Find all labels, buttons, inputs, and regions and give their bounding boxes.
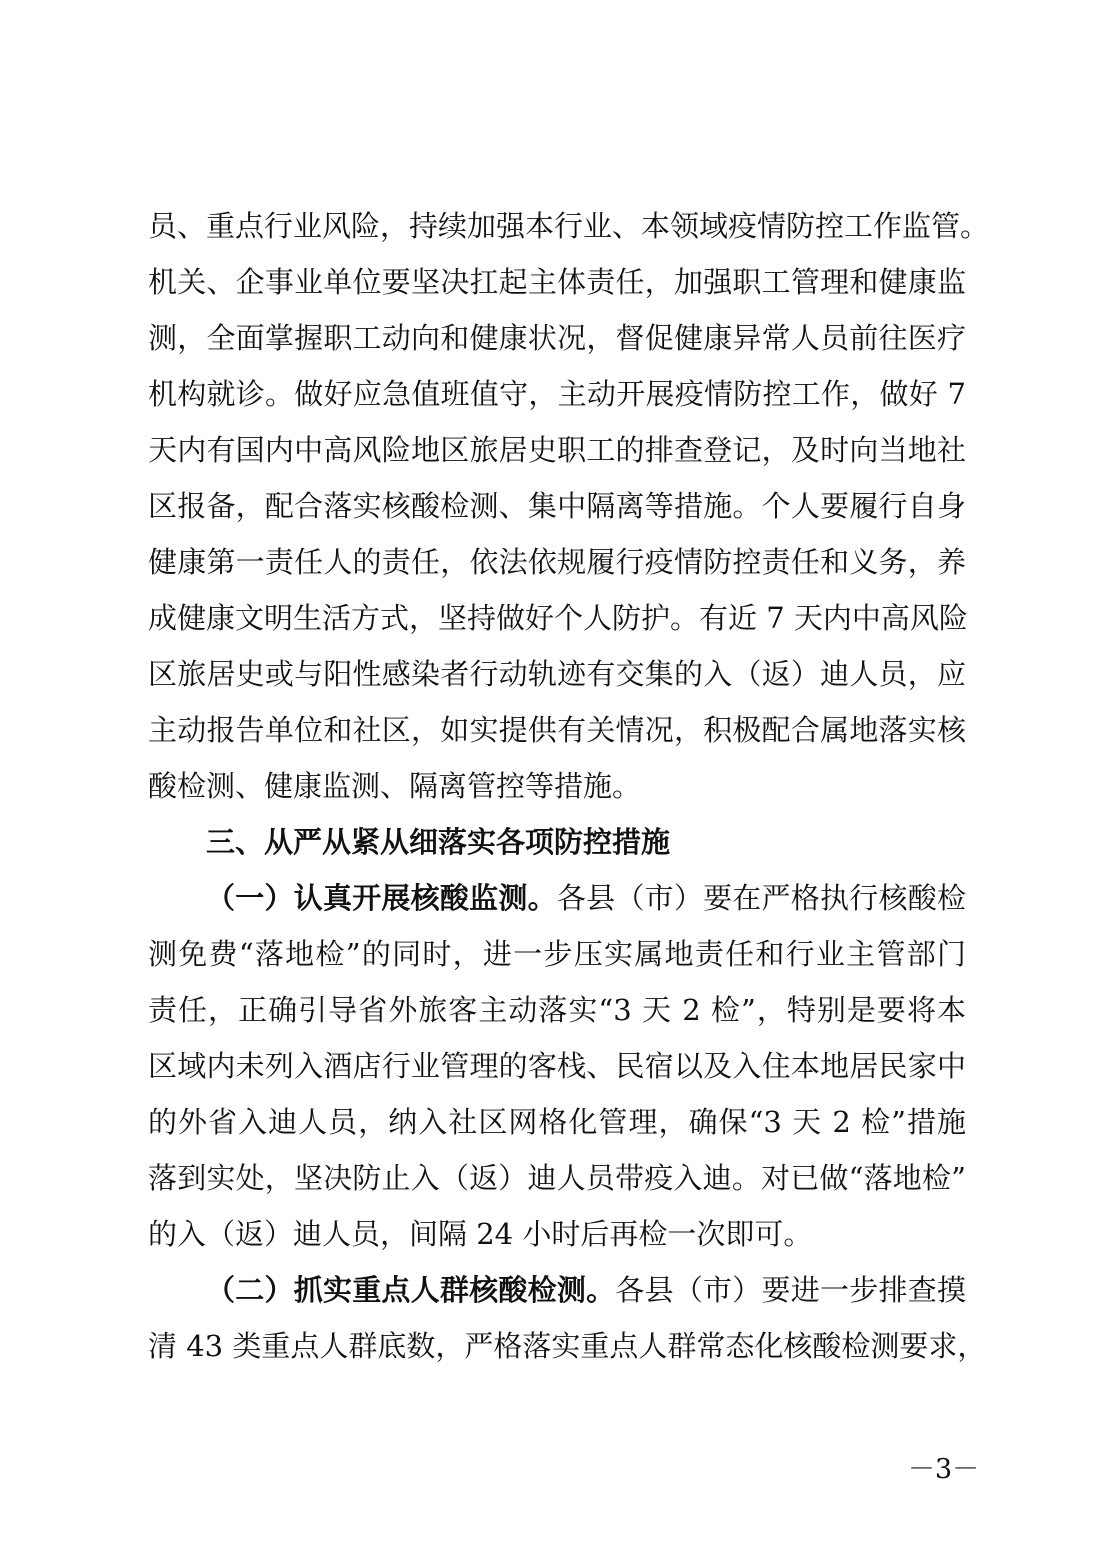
text-line: 落到实处，坚决防止入（返）迪人员带疫入迪。对已做“落地检” (148, 1161, 966, 1195)
item-one-title: （一）认真开展核酸监测。 (206, 881, 557, 915)
text-line: 机关、企事业单位要坚决扛起主体责任，加强职工管理和健康监 (148, 265, 966, 299)
item-two-paragraph (148, 1262, 987, 1374)
text-line: 员、重点行业风险，持续加强本行业、本领域疫情防控工作监管。 (148, 209, 990, 243)
item-two-first-line: 各县（市）要进一步排查摸 (615, 1273, 966, 1307)
text-line: 清 43 类重点人群底数，严格落实重点人群常态化核酸检测要求， (148, 1329, 987, 1363)
text-line: 区域内未列入酒店行业管理的客栈、民宿以及入住本地居民家中 (148, 1049, 966, 1083)
item-one-paragraph (148, 870, 966, 1262)
text-line: 健康第一责任人的责任，依法依规履行疫情防控责任和义务，养 (148, 545, 966, 579)
text-line: 成健康文明生活方式，坚持做好个人防护。有近 7 天内中高风险 (148, 601, 968, 635)
document-body (148, 198, 990, 1374)
section-heading: 三、从严从紧从细落实各项防控措施 (206, 825, 671, 859)
text-line: 酸检测、健康监测、隔离管控等措施。 (148, 769, 642, 803)
text-line: 机构就诊。做好应急值班值守，主动开展疫情防控工作，做好 7 (148, 377, 966, 411)
text-line (148, 1262, 966, 1318)
text-line: 测免费“落地检”的同时，进一步压实属地责任和行业主管部门 (148, 937, 966, 971)
text-line: 的外省入迪人员，纳入社区网格化管理，确保“3 天 2 检”措施 (148, 1105, 966, 1139)
page-number: －3－ (908, 1454, 980, 1485)
item-one-first-line: 各县（市）要在严格执行核酸检 (556, 881, 966, 915)
text-line: 区报备，配合落实核酸检测、集中隔离等措施。个人要履行自身 (148, 489, 966, 523)
item-two-title: （二）抓实重点人群核酸检测。 (206, 1273, 616, 1307)
text-line (148, 870, 966, 926)
text-line: 测，全面掌握职工动向和健康状况，督促健康异常人员前往医疗 (148, 321, 966, 355)
text-line: 责任，正确引导省外旅客主动落实“3 天 2 检”，特别是要将本 (148, 993, 966, 1027)
text-line: 天内有国内中高风险地区旅居史职工的排查登记，及时向当地社 (148, 433, 966, 467)
text-line: 主动报告单位和社区，如实提供有关情况，积极配合属地落实核 (148, 713, 966, 747)
continued-paragraph (148, 198, 990, 814)
text-line: 的入（返）迪人员，间隔 24 小时后再检一次即可。 (148, 1217, 813, 1251)
text-line: 区旅居史或与阳性感染者行动轨迹有交集的入（返）迪人员，应 (148, 657, 966, 691)
